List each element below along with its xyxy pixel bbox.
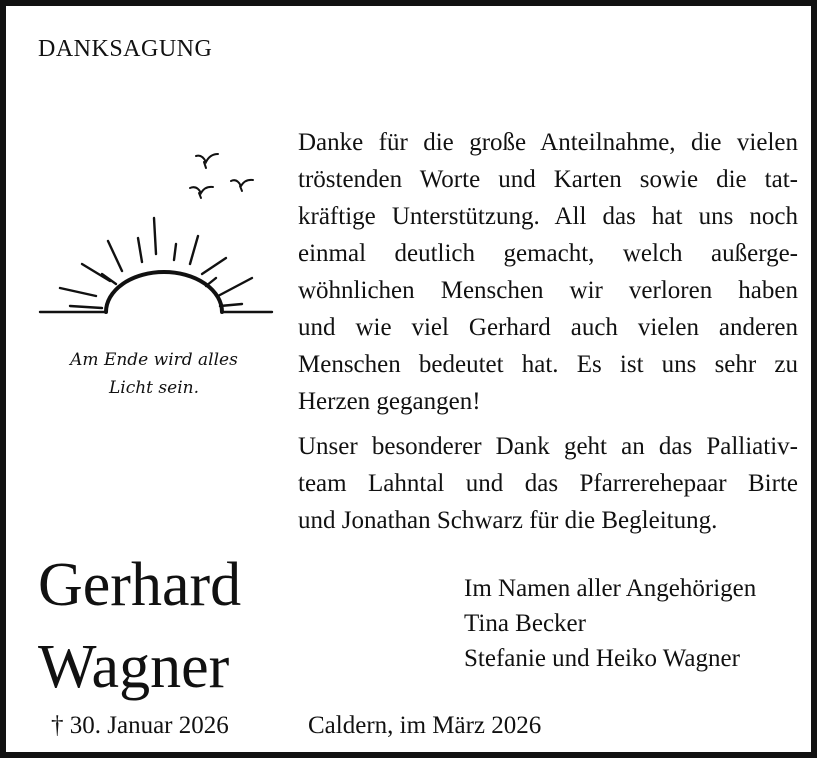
message-line: team Lahntal und das Pfarrerehepaar Birte <box>298 470 798 497</box>
place-and-date: Caldern, im März 2026 <box>308 712 542 739</box>
notice-heading: DANKSAGUNG <box>38 36 213 62</box>
message-line: wöhnlichen Menschen wir verloren haben <box>298 277 798 304</box>
signature-line: Stefanie und Heiko Wagner <box>464 645 740 672</box>
signature-line: Tina Becker <box>464 610 586 637</box>
message-line: kräftige Unterstützung. All das hat uns noch <box>298 203 798 230</box>
thanks-message <box>298 124 798 539</box>
thanks-paragraph-2 <box>298 428 798 539</box>
message-line: und Jonathan Schwarz für die Begleitung. <box>298 507 718 534</box>
signature-line: Im Namen aller Angehörigen <box>464 575 757 602</box>
deceased-name <box>38 544 241 708</box>
motto-line: Licht sein. <box>108 378 199 398</box>
motto-line: Am Ende wird alles <box>70 350 238 370</box>
motto <box>34 346 274 402</box>
signature-block <box>464 571 756 676</box>
message-line: und wie viel Gerhard auch vielen anderen <box>298 314 798 341</box>
message-line: Danke für die große Anteilnahme, die vielen <box>298 129 798 156</box>
message-line: Herzen gegangen! <box>298 388 481 415</box>
death-date: † 30. Januar 2026 <box>51 712 229 739</box>
message-line: Menschen bedeutet hat. Es ist uns sehr zu <box>298 351 798 378</box>
deceased-last-name: Wagner <box>38 633 230 701</box>
message-line: einmal deutlich gemacht, welch außerge- <box>298 240 798 267</box>
sunrise-with-birds-icon <box>36 146 276 336</box>
thanks-paragraph-1 <box>298 124 798 420</box>
deceased-first-name: Gerhard <box>38 551 242 619</box>
message-line: Unser besonderer Dank geht an das Palliativ- <box>298 433 798 460</box>
message-line: tröstenden Worte und Karten sowie die tat- <box>298 166 798 193</box>
